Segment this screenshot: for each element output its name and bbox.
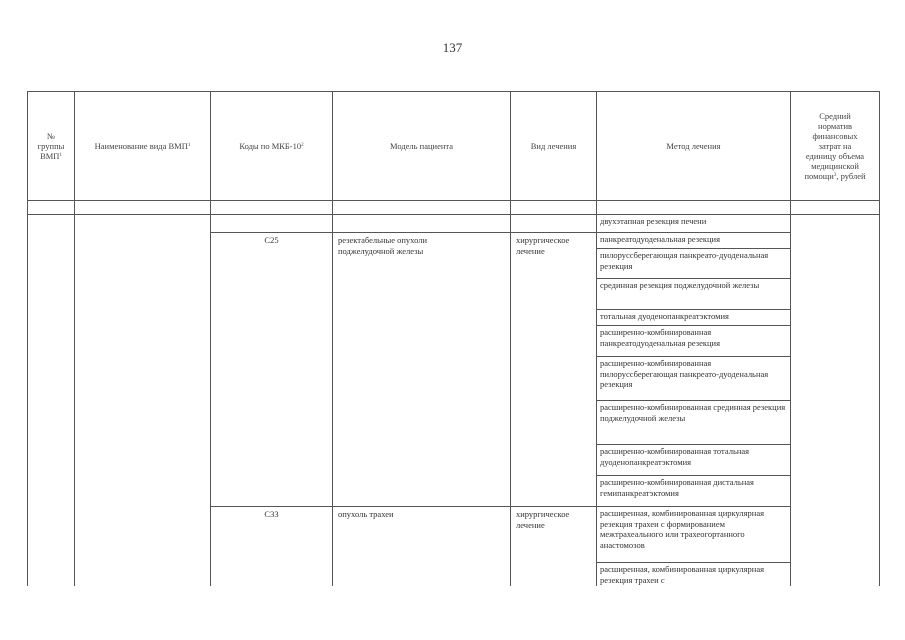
method-item: панкреатодуоденальная резекция bbox=[600, 234, 721, 244]
row-code-c25: C25 bbox=[264, 235, 279, 245]
method-item: расширенно-комбинированная дистальная гемипанкреатэктомия bbox=[600, 477, 754, 498]
row-treatment-type-c25: хирургическое лечение bbox=[516, 235, 570, 256]
method-item: расширенно-комбинированная тотальная дуоденопанкреатэктомия bbox=[600, 446, 750, 467]
row-patient-model-c25: резектабельные опухоли поджелудочной железы bbox=[338, 235, 428, 256]
header-group-number: № группы ВМП$^1$ bbox=[37, 131, 65, 161]
header-patient-model: Модель пациента bbox=[389, 141, 454, 151]
header-vmp-name: Наименование вида ВМП$^1$ bbox=[94, 141, 191, 151]
header-treatment-method: Метод лечения bbox=[666, 141, 721, 151]
method-item: двухэтапная резекция печени bbox=[600, 216, 707, 226]
header-icd-codes: Коды по МКБ-$10^2$ bbox=[239, 141, 304, 151]
row-patient-model-c33: опухоль трахеи bbox=[338, 509, 394, 519]
header-avg-cost: Средний норматив финансовых затрат на единицу объема медицинской помощи$^3$, рублей bbox=[804, 111, 866, 181]
method-item: тотальная дуоденопанкреатэктомия bbox=[600, 311, 729, 321]
method-item: расширенно-комбинированная срединная резекция поджелудочной железы bbox=[600, 402, 786, 423]
method-item: расширенная, комбинированная циркулярная резекция трахеи с bbox=[600, 564, 765, 585]
method-item: расширенная, комбинированная циркулярная резекция трахеи с формированием межтрахеального или трахеогортанного анастомозов bbox=[600, 508, 765, 550]
method-item: срединная резекция поджелудочной железы bbox=[600, 280, 760, 290]
row-treatment-type-c33: хирургическое лечение bbox=[516, 509, 570, 530]
row-code-c33: C33 bbox=[264, 509, 279, 519]
header-treatment-type: Вид лечения bbox=[530, 141, 577, 151]
method-item: пилоруссберегающая панкреато-дуоденальная резекция bbox=[600, 250, 769, 271]
method-item: расширенно-комбинированная пилоруссберегающая панкреато-дуоденальная резекция bbox=[600, 358, 769, 389]
page-number: 137 bbox=[442, 40, 463, 55]
method-item: расширенно-комбинированная панкреатодуоденальная резекция bbox=[600, 327, 721, 348]
